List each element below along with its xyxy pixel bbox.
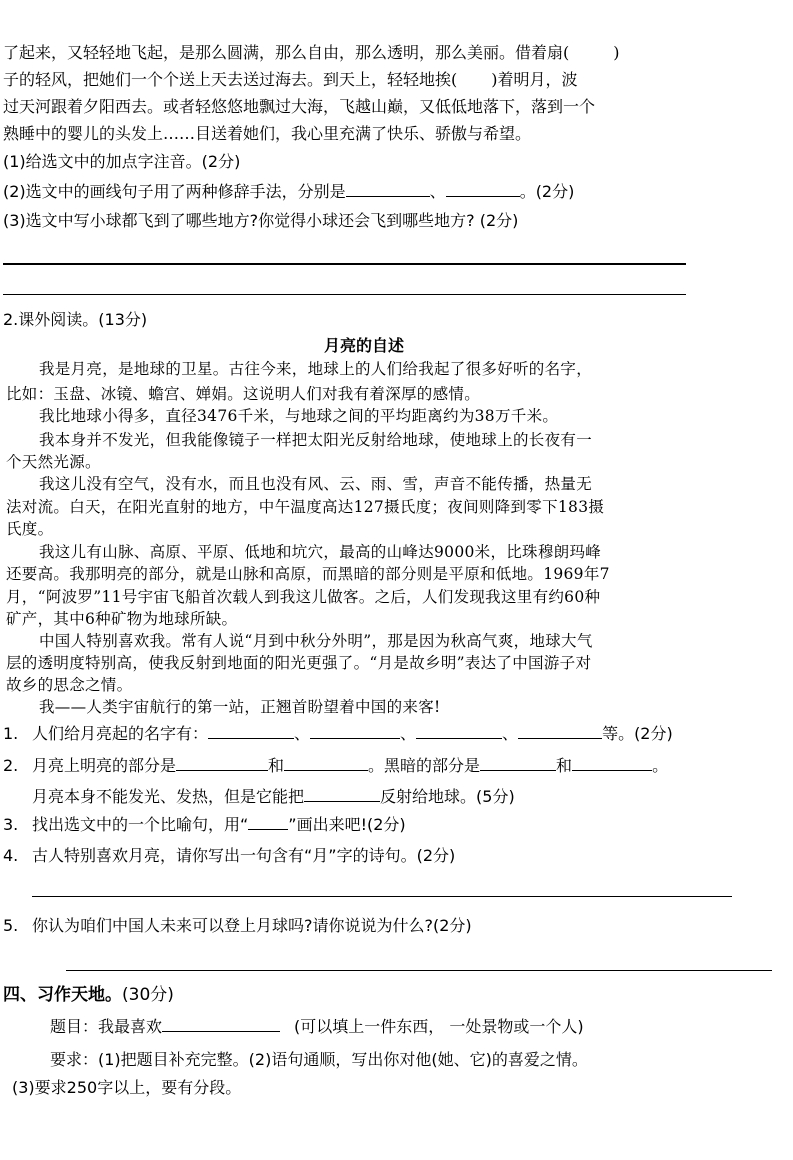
article-line: 法对流。白天，在阳光直射的地方，中午温度高达127摄氏度；夜间则降到零下183摄 — [6, 498, 605, 516]
article-line: 矿产，其中6种矿物为地球所缺。 — [6, 610, 238, 628]
question-text: (2)选文中的画线句子用了两种修辞手法，分别是 — [3, 182, 346, 201]
question-2-2b — [32, 787, 515, 807]
question-2-5: 你认为咱们中国人未来可以登上月球吗?请你说说为什么?(2分) — [32, 916, 472, 935]
question-2-2 — [32, 756, 668, 776]
passage-line-2 — [3, 70, 578, 90]
underline-sample — [248, 815, 288, 830]
section-points: (30分) — [122, 985, 174, 1005]
essay-requirements-2: (3)要求250字以上，要有分段。 — [12, 1078, 242, 1097]
question-text: 、 — [400, 724, 417, 743]
topic-text: 题目：我最喜欢 — [50, 1017, 163, 1036]
answer-blank[interactable] — [480, 756, 556, 771]
question-text: 和 — [556, 756, 573, 775]
answer-blank[interactable] — [284, 756, 368, 771]
question-2-4: 古人特别喜欢月亮，请你写出一句含有“月”字的诗句。(2分) — [32, 846, 456, 865]
article-line: 比如：玉盘、冰镜、蟾宫、婵娟。这说明人们对我有着深厚的感情。 — [6, 385, 481, 403]
passage-text: )着明月，波 — [491, 70, 578, 89]
question-text: 、 — [429, 182, 446, 201]
answer-blank[interactable] — [416, 724, 502, 739]
answer-blank[interactable] — [310, 724, 400, 739]
article-line: 我这儿没有空气，没有水，而且也没有风、云、雨、雪，声音不能传播，热量无 — [39, 475, 593, 493]
article-line: 故乡的思念之情。 — [6, 676, 133, 694]
answer-blank[interactable] — [346, 182, 430, 197]
question-text: 。(2分) — [519, 182, 575, 201]
question-number: 1. — [3, 724, 19, 743]
topic-blank[interactable] — [162, 1017, 280, 1032]
article-line: 氏度。 — [6, 520, 54, 538]
article-line: 我是月亮，是地球的卫星。古往今来，地球上的人们给我起了很多好听的名字， — [39, 360, 593, 378]
answer-blank[interactable] — [446, 182, 520, 197]
question-text: 。黑暗的部分是 — [368, 756, 481, 775]
question-number: 5. — [3, 916, 19, 935]
question-number: 3. — [3, 815, 19, 834]
answer-blank[interactable] — [208, 724, 294, 739]
question-text: 月亮本身不能发光、发热，但是它能把 — [32, 787, 305, 806]
article-title: 月亮的自述 — [324, 336, 405, 355]
question-1-3: (3)选文中写小球都飞到了哪些地方?你觉得小球还会飞到哪些地方? (2分) — [3, 211, 519, 230]
question-1-2 — [3, 182, 574, 202]
question-text: 等。(2分) — [602, 724, 673, 743]
question-text: 找出选文中的一个比喻句，用“ — [32, 815, 249, 834]
question-text: 反射给地球。(5分) — [380, 787, 515, 806]
passage-line-4: 熟睡中的婴儿的头发上……目送着她们，我心里充满了快乐、骄傲与希望。 — [3, 124, 532, 143]
essay-requirements-1: 要求：(1)把题目补充完整。(2)语句通顺，写出你对他(她、它)的喜爱之情。 — [50, 1050, 588, 1069]
question-text: ”画出来吧!(2分) — [288, 815, 406, 834]
article-line: 我这儿有山脉、高原、平原、低地和坑穴，最高的山峰达9000米，比珠穆朗玛峰 — [39, 543, 602, 561]
essay-topic — [50, 1017, 584, 1037]
article-line: 我——人类宇宙航行的第一站，正翘首盼望着中国的来客! — [39, 698, 441, 716]
article-line: 个天然光源。 — [6, 453, 101, 471]
question-text: 和 — [268, 756, 285, 775]
question-number: 4. — [3, 846, 19, 865]
question-number: 2. — [3, 756, 19, 775]
topic-hint: (可以填上一件东西， 一处景物或一个人) — [294, 1017, 584, 1036]
article-line: 我比地球小得多，直径3476千米，与地球之间的平均距离约为38万千米。 — [39, 407, 559, 425]
question-text: 人们给月亮起的名字有： — [32, 724, 209, 743]
question-text: 。 — [652, 756, 669, 775]
answer-line[interactable] — [3, 294, 686, 295]
passage-line-1 — [3, 43, 620, 63]
section-heading: 2.课外阅读。(13分) — [3, 310, 148, 329]
question-text: 、 — [294, 724, 311, 743]
passage-text: 了起来，又轻轻地飞起，是那么圆满，那么自由，那么透明，那么美丽。借着扇( — [3, 43, 570, 62]
answer-line[interactable] — [3, 263, 686, 265]
question-text: 、 — [502, 724, 519, 743]
article-line: 层的透明度特别高，使我反射到地面的阳光更强了。“月是故乡明”表达了中国游子对 — [6, 654, 592, 672]
article-line: 月，“阿波罗”11号宇宙飞船首次载人到我这儿做客。之后，人们发现我这里有约60种 — [6, 588, 601, 606]
article-line: 我本身并不发光，但我能像镜子一样把太阳光反射给地球，使地球上的长夜有一 — [39, 431, 593, 449]
answer-blank[interactable] — [176, 756, 268, 771]
article-line: 中国人特别喜欢我。常有人说“月到中秋分外明”，那是因为秋高气爽，地球大气 — [39, 632, 593, 650]
passage-text: ) — [613, 43, 620, 62]
article-line: 还要高。我那明亮的部分，就是山脉和高原，而黑暗的部分则是平原和低地。1969年7 — [6, 565, 610, 583]
question-2-3 — [32, 815, 406, 835]
section-4-heading — [3, 985, 174, 1005]
question-1-1: (1)给选文中的加点字注音。(2分) — [3, 152, 241, 171]
question-text: 月亮上明亮的部分是 — [32, 756, 177, 775]
passage-text: 子的轻风，把她们一个个送上天去送过海去。到天上，轻轻地挨( — [3, 70, 458, 89]
answer-line[interactable] — [66, 970, 772, 971]
answer-line[interactable] — [32, 896, 732, 897]
answer-blank[interactable] — [572, 756, 652, 771]
answer-blank[interactable] — [304, 787, 380, 802]
question-2-1 — [32, 724, 673, 744]
answer-blank[interactable] — [518, 724, 602, 739]
passage-line-3: 过天河跟着夕阳西去。或者轻悠悠地飘过大海，飞越山巅，又低低地落下，落到一个 — [3, 97, 596, 116]
section-heading-text: 四、习作天地。 — [3, 985, 122, 1005]
